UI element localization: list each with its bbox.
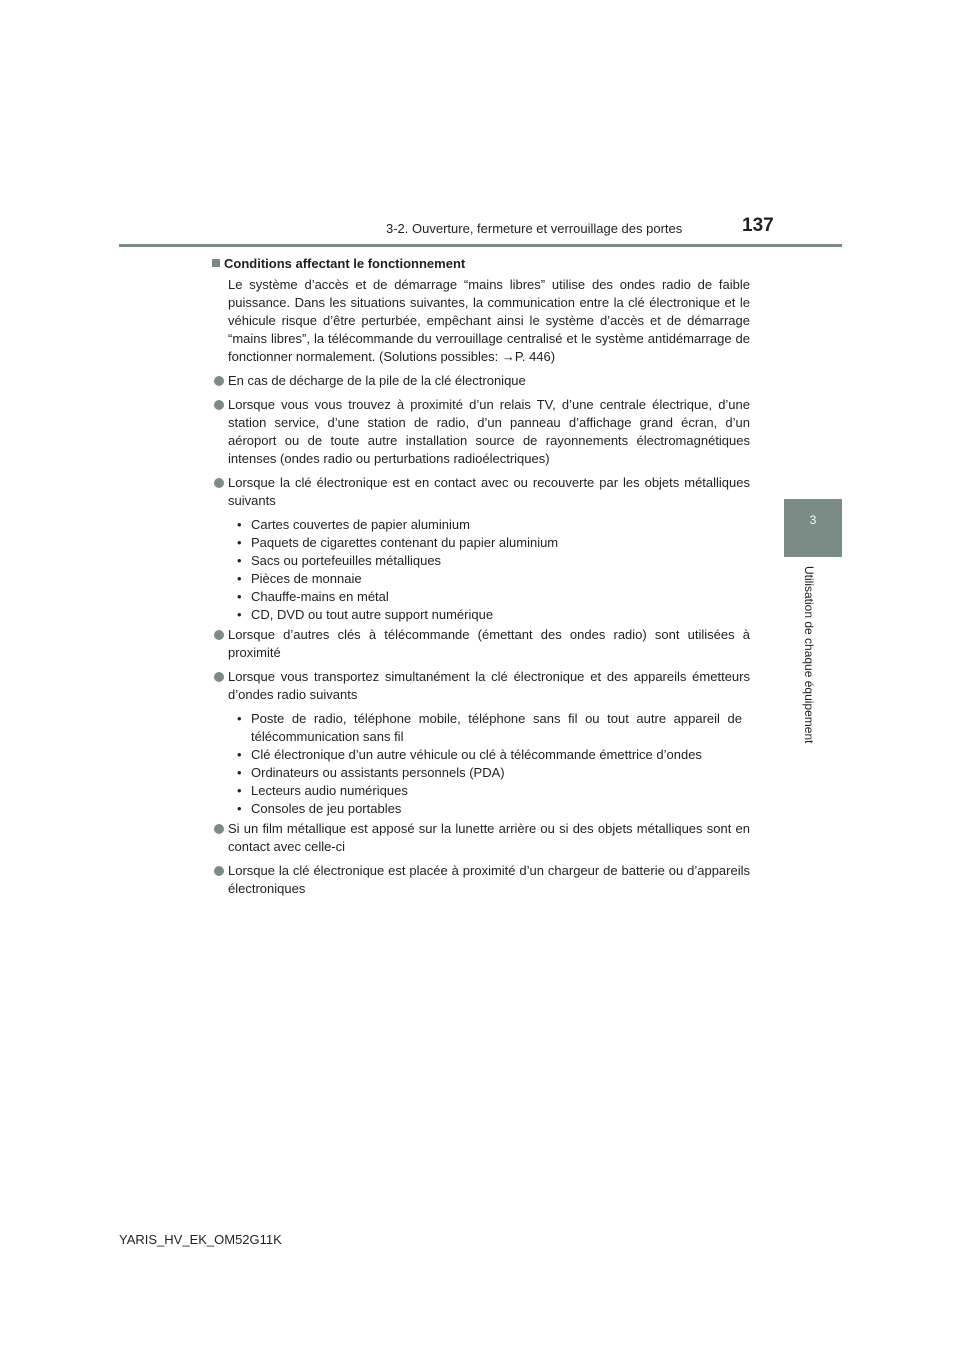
list-item-text: Lorsque vous transportez simultanément la clé électronique et des appareils émetteurs d’ondes radio suivants — [228, 669, 750, 702]
sub-list-item — [212, 516, 750, 534]
intro-paragraph: Le système d’accès et de démarrage “mains libres” utilise des ondes radio de faible puissance. Dans les situations suivantes, la communication entre la clé électronique et le véhicule risque d’être perturbée, empêchant ainsi le système d’accès et de démarrage “mains libres”, la télécommande du verrouillage centralisé et le système antidémarrage de fonctionner normalement. (Solutions possibles: →P. 446) — [228, 277, 750, 364]
sub-list-item-text: Ordinateurs ou assistants personnels (PDA) — [251, 765, 505, 780]
conditions-list-continued — [212, 626, 750, 704]
page-number: 137 — [742, 215, 774, 236]
list-item-text: Lorsque vous vous trouvez à proximité d’un relais TV, d’une centrale électrique, d’une station service, d’une station de radio, d’un panneau d’affichage grand écran, d’un aéroport ou de toute autre installation source de rayonnements électromagnétiques intenses (ondes radio ou perturbations radioélectriques) — [228, 397, 750, 466]
sub-list-item — [212, 764, 750, 782]
sub-list-item — [212, 800, 750, 818]
list-item-text: Lorsque d’autres clés à télécommande (émettant des ondes radio) sont utilisées à proximité — [228, 627, 750, 660]
list-item-text: Si un film métallique est apposé sur la lunette arrière ou si des objets métalliques sont en contact avec celle-ci — [228, 821, 750, 854]
square-bullet-icon — [212, 259, 220, 267]
circle-bullet-icon — [214, 400, 224, 410]
sub-list-item-text: Lecteurs audio numériques — [251, 783, 408, 798]
sub-list-item-text: Sacs ou portefeuilles métalliques — [251, 553, 442, 568]
sub-list-item-text: Paquets de cigarettes contenant du papier aluminium — [251, 535, 559, 550]
sub-list-item — [212, 570, 750, 588]
sub-list-item-text: Chauffe-mains en métal — [251, 589, 389, 604]
circle-bullet-icon — [214, 824, 224, 834]
dot-marker: • — [237, 553, 242, 568]
dot-marker: • — [237, 765, 242, 780]
sub-list-item-text: Consoles de jeu portables — [251, 801, 402, 816]
list-item-text: Lorsque la clé électronique est placée à proximité d’un chargeur de batterie ou d’appareils électroniques — [228, 863, 750, 896]
conditions-list-end — [212, 820, 750, 898]
sub-list-item — [212, 746, 750, 764]
chapter-tab — [784, 499, 842, 557]
chapter-number: 3 — [809, 513, 817, 527]
metal-objects-list — [212, 516, 750, 624]
dot-marker: • — [237, 607, 242, 622]
section-heading — [212, 255, 750, 273]
sub-list-item-text: Pièces de monnaie — [251, 571, 362, 586]
list-item — [212, 396, 750, 468]
list-item — [212, 372, 750, 390]
sub-list-item — [212, 534, 750, 552]
sub-list-item-text: Poste de radio, téléphone mobile, téléphone sans fil ou tout autre appareil de télécommunication sans fil — [251, 711, 742, 744]
section-heading-text: Conditions affectant le fonctionnement — [224, 256, 466, 271]
dot-marker: • — [237, 747, 242, 762]
sub-list-item — [212, 588, 750, 606]
list-item — [212, 862, 750, 898]
sub-list-item-text: CD, DVD ou tout autre support numérique — [251, 607, 494, 622]
list-item — [212, 820, 750, 856]
radio-devices-list — [212, 710, 750, 818]
circle-bullet-icon — [214, 630, 224, 640]
sub-list-item — [212, 606, 750, 624]
dot-marker: • — [237, 535, 242, 550]
header-divider — [119, 244, 842, 247]
list-item — [212, 668, 750, 704]
document-code: YARIS_HV_EK_OM52G11K — [119, 1232, 282, 1247]
sub-list-item — [212, 782, 750, 800]
sub-list-item — [212, 552, 750, 570]
circle-bullet-icon — [214, 478, 224, 488]
list-item — [212, 474, 750, 510]
chapter-label: Utilisation de chaque équipement — [802, 566, 816, 744]
sub-list-item-text: Cartes couvertes de papier aluminium — [251, 517, 470, 532]
sub-list-item-text: Clé électronique d’un autre véhicule ou clé à télécommande émettrice d’ondes — [251, 747, 702, 762]
dot-marker: • — [237, 801, 242, 816]
list-item-text: En cas de décharge de la pile de la clé électronique — [228, 373, 526, 388]
dot-marker: • — [237, 589, 242, 604]
page-content — [212, 255, 750, 898]
dot-marker: • — [237, 783, 242, 798]
list-item-text: Lorsque la clé électronique est en contact avec ou recouverte par les objets métalliques suivants — [228, 475, 750, 508]
sub-list-item — [212, 710, 750, 746]
circle-bullet-icon — [214, 866, 224, 876]
conditions-list — [212, 372, 750, 510]
circle-bullet-icon — [214, 672, 224, 682]
dot-marker: • — [237, 571, 242, 586]
dot-marker: • — [237, 711, 242, 726]
list-item — [212, 626, 750, 662]
circle-bullet-icon — [214, 376, 224, 386]
dot-marker: • — [237, 517, 242, 532]
section-title: 3-2. Ouverture, fermeture et verrouillage des portes — [386, 221, 683, 236]
